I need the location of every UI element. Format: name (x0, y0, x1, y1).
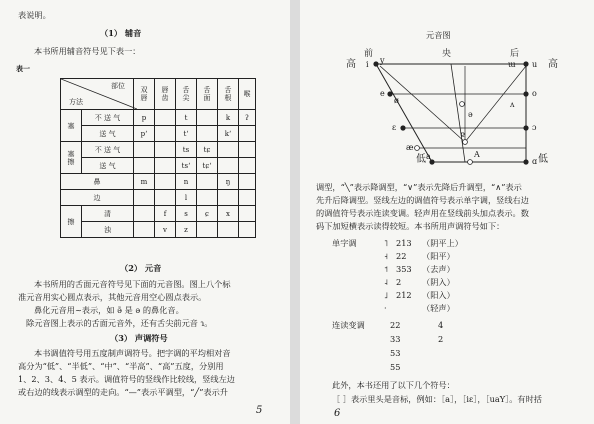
consonant-intro: 本书所用辅音符号见下表一： (34, 46, 141, 56)
col-header: 舌根 (218, 79, 239, 110)
label-low-right: 低 (538, 154, 548, 165)
tone-mark: · (384, 303, 387, 313)
vowel-symbol: a (426, 152, 431, 161)
page-number: 5 (256, 405, 263, 416)
table-row (61, 222, 256, 238)
tone-name: （轻声） (422, 303, 455, 313)
left-page (0, 0, 290, 424)
table-cell (197, 190, 218, 206)
table-cell (155, 126, 176, 142)
tone-mark: ˥ (384, 238, 389, 248)
table-row (61, 110, 256, 126)
vowel-para-line: 鼻化元音用~表示，如 ə̃ 是 ə 的鼻化音。 (34, 305, 184, 315)
table-cell (134, 142, 155, 158)
manner-cell: 边 (61, 190, 134, 206)
table-row (61, 142, 256, 158)
table-cell (239, 126, 256, 142)
label-back: 后 (510, 49, 520, 59)
table-cell (155, 190, 176, 206)
table-cell (239, 142, 256, 158)
table-cell: p (134, 110, 155, 126)
group-label: 擦 (61, 206, 82, 238)
table-cell (239, 190, 256, 206)
label-high-left: 高 (346, 59, 356, 70)
tone-code: 213 (396, 238, 412, 248)
sandhi-tone-label: 连读变调 (332, 320, 365, 330)
table-cell: m (134, 174, 155, 190)
table-cell: tʻ (176, 126, 197, 142)
table-cell (134, 206, 155, 222)
corner-top-label: 部位 (111, 82, 125, 90)
table-cell: f (155, 206, 176, 222)
vowel-symbol: y (380, 56, 385, 65)
vowel-symbol: ɯ (508, 60, 516, 69)
vowel-symbol: ɑ (532, 157, 538, 166)
table-cell (239, 158, 256, 174)
vowel-para-line: 本书所用的舌面元音符号见下面的元音图。图上八个标 (34, 279, 231, 289)
table-cell: l (176, 190, 197, 206)
table-cell (239, 174, 256, 190)
table-cell (155, 158, 176, 174)
tone-para-line: 1、2、3、4、5 表示。调值符号的竖线作比较线，竖线左边 (18, 374, 235, 384)
top-line: 表说明。 (18, 10, 51, 20)
table-cell (155, 142, 176, 158)
vowel-symbol: A (474, 150, 480, 159)
col-header: 喉 (239, 79, 256, 110)
tone-name: （去声） (422, 264, 455, 274)
corner-bottom-label: 方法 (69, 98, 83, 106)
table-cell: s (176, 206, 197, 222)
section-tones-title: （3） 声调符号 (110, 333, 168, 343)
aspiration-cell: 浊 (82, 222, 134, 238)
label-low-left: 低 (416, 154, 426, 165)
table-corner-cell (61, 79, 134, 110)
tone-para-line: 先升后降调型。竖线左边的调值符号表示单字调，竖线右边 (316, 195, 529, 205)
tone-name: （阳平） (422, 251, 455, 261)
vowel-symbol: ɔ (532, 123, 537, 132)
consonant-table (60, 78, 256, 238)
tone-mark: ˦ (384, 264, 389, 274)
section-consonants-title: （1） 辅音 (100, 28, 142, 38)
book-gutter (290, 0, 300, 424)
aspiration-cell: 不 送 气 (82, 142, 134, 158)
table-cell: k (218, 110, 239, 126)
table-cell: kʻ (218, 126, 239, 142)
aspiration-cell: 送 气 (82, 126, 134, 142)
tone-para-line: 的调值符号表示连读变调。轻声用在竖线前头加点表示。数 (316, 208, 529, 218)
tone-para-line: 码下加短横表示读得较短。本书所用声调符号如下： (316, 221, 505, 231)
table-cell: v (155, 222, 176, 238)
group-label: 塞 (61, 110, 82, 142)
sandhi-code: 53 (390, 348, 401, 358)
vowel-symbol: u (532, 60, 538, 69)
table-cell (218, 222, 239, 238)
table-cell: tsʻ (176, 158, 197, 174)
aspiration-cell: 送 气 (82, 158, 134, 174)
vowel-symbol: ʌ (510, 100, 515, 109)
table-cell (218, 142, 239, 158)
table-cell (134, 158, 155, 174)
right-page (300, 0, 594, 424)
table-cell: pʻ (134, 126, 155, 142)
tone-mark: ˨ (384, 277, 389, 287)
col-header: 双唇 (134, 79, 155, 110)
table-cell (197, 222, 218, 238)
table-cell (239, 206, 256, 222)
col-header: 唇齿 (155, 79, 176, 110)
vowel-symbol: ɛ (392, 123, 397, 132)
table-cell: ŋ (218, 174, 239, 190)
table-cell (134, 190, 155, 206)
table-cell: ts (176, 142, 197, 158)
vowel-para-line: 准元音用实心圆点表示，其他元音用空心圆点表示。 (18, 292, 207, 302)
tone-code: 2 (396, 277, 402, 287)
group-label: 塞擦 (61, 142, 82, 174)
vowel-symbol: i (366, 60, 369, 69)
vowel-chart-title: 元音图 (426, 30, 451, 40)
table-row (61, 126, 256, 142)
vowel-symbol: ɐ (460, 130, 465, 139)
sandhi-code: 55 (390, 362, 401, 372)
tone-mark: ˧ (384, 251, 389, 261)
extra-symbols-line: ［ ］表示里头是音标，例如：［a］，［iɛ］，［uaY］。有时括 (332, 394, 542, 404)
vowel-symbol: ø (394, 96, 399, 105)
table-cell (134, 222, 155, 238)
tone-code: 212 (396, 290, 412, 300)
tone-name: （阴平上） (422, 238, 463, 248)
table-row (61, 174, 256, 190)
page-number: 6 (334, 408, 341, 419)
table-row (61, 190, 256, 206)
table-cell: tɕ (197, 142, 218, 158)
tone-para-line: 高分为“低”、“半低”、“中”、“半高”、“高”五度，分别用 (18, 361, 224, 371)
vowel-symbol: æ (406, 143, 414, 152)
vowel-para-line: 除元音图上表示的舌面元音外，还有舌尖前元音 ɿ。 (26, 318, 213, 328)
sandhi-code: 22 (390, 320, 401, 330)
sandhi-code: 2 (438, 334, 444, 344)
label-central: 央 (442, 49, 452, 59)
table-cell (239, 222, 256, 238)
manner-cell: 鼻 (61, 174, 134, 190)
table-cell: ʔ (239, 110, 256, 126)
table-cell (218, 190, 239, 206)
tone-para-line: 本书调值符号用五度制声调符号。把字调的平均相对音 (34, 348, 231, 358)
table-cell (155, 174, 176, 190)
single-tone-label: 单字调 (332, 238, 357, 248)
table-cell: z (176, 222, 197, 238)
table-cell (197, 126, 218, 142)
tone-code: 22 (396, 251, 407, 261)
vowel-symbol: ə (468, 110, 473, 119)
label-front: 前 (364, 49, 374, 59)
sandhi-code: 33 (390, 334, 401, 344)
tone-name: （阴入） (422, 277, 455, 287)
table-cell (197, 174, 218, 190)
table-cell: x (218, 206, 239, 222)
table-cell: t (176, 110, 197, 126)
extra-symbols-intro: 此外，本书还用了以下几个符号： (332, 380, 455, 390)
table-row (61, 158, 256, 174)
table-cell (218, 158, 239, 174)
vowel-symbol: o (532, 89, 537, 98)
tone-code: 353 (396, 264, 412, 274)
table-cell: tɕʻ (197, 158, 218, 174)
vowel-symbol: e (380, 89, 385, 98)
section-vowels-title: （2） 元音 (120, 263, 162, 273)
tone-para-line: 调型，“╲”表示降调型，“∨”表示先降后升调型，“∧”表示 (316, 182, 522, 192)
table-label: 表一 (16, 64, 30, 73)
tone-name: （阳入） (422, 290, 455, 300)
tone-mark: ˩ (384, 290, 389, 300)
table-cell: n (176, 174, 197, 190)
table-cell (155, 110, 176, 126)
tone-para-line: 或右边的线表示调型的走向。“—”表示平调型，“╱”表示升 (18, 387, 228, 397)
table-cell (197, 110, 218, 126)
label-high-right: 高 (548, 59, 558, 70)
aspiration-cell: 不 送 气 (82, 110, 134, 126)
aspiration-cell: 清 (82, 206, 134, 222)
table-row (61, 206, 256, 222)
table-cell: ɕ (197, 206, 218, 222)
col-header: 舌尖 (176, 79, 197, 110)
sandhi-code: 4 (438, 320, 444, 330)
col-header: 舌面 (197, 79, 218, 110)
